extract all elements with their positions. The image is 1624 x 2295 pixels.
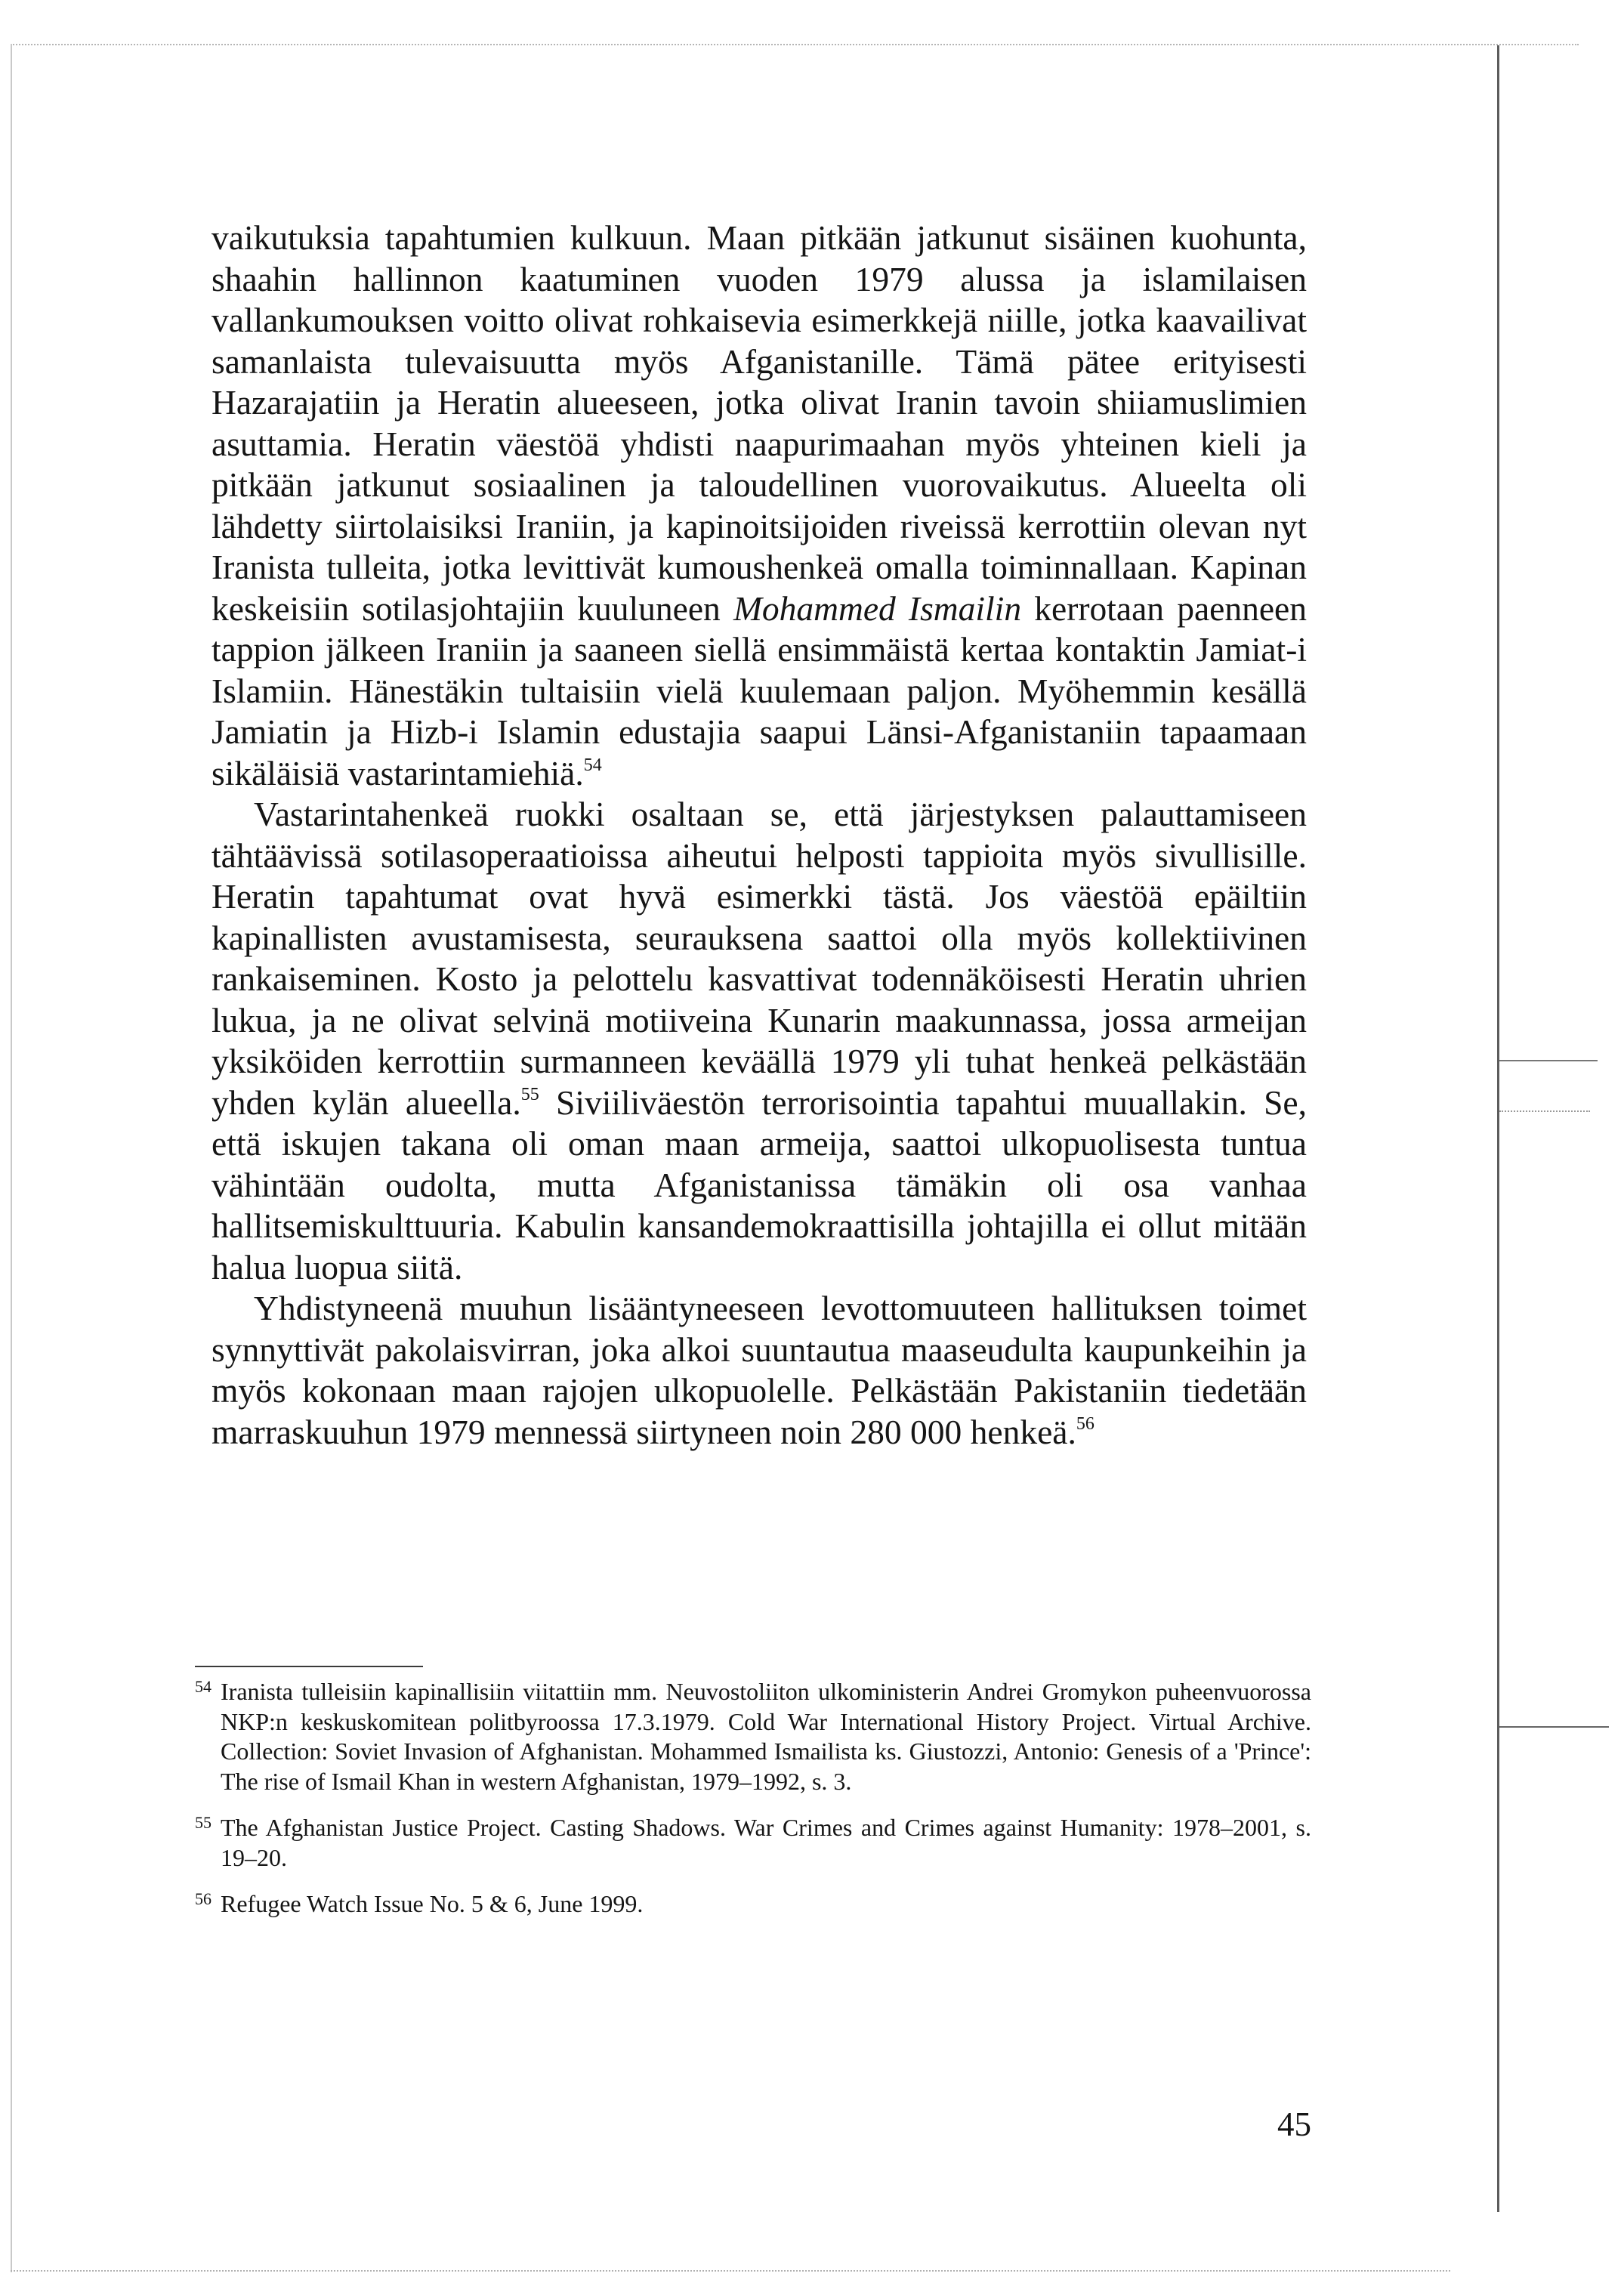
- footnote-reference-55[interactable]: 55: [520, 1084, 539, 1104]
- scan-edge-bottom: [11, 2270, 1450, 2272]
- paragraph-text: kerrotaan paenneen tappion jälkeen Iraniin ja saaneen siellä ensimmäistä kertaa kontaktin Jamiat-i Islamiin. Hänestäkin tultaisiin vielä kuulemaan paljon. Myöhemmin kesällä Jamiatin ja Hizb-i Islamin edustajia saapui Länsi-Afganistaniin tapaamaan sikäläisiä vastarintamiehiä.: [211, 588, 1307, 792]
- footnote-separator: [195, 1666, 423, 1667]
- scan-margin-mark: [1499, 1110, 1590, 1112]
- footnote-reference-56[interactable]: 56: [1076, 1413, 1095, 1434]
- paragraph-text: Vastarintahenkeä ruokki osaltaan se, että järjestyksen palauttamiseen tähtäävissä sotilasoperaatioissa aiheutui helposti tappioita myös sivullisille. Heratin tapahtumat ovat hyvä esimerkki tästä. Jos väestöä epäiltiin kapinallisten avustamisesta, seurauksena saattoi olla myös kollektiivinen rankaiseminen. Kosto ja pelottelu kasvattivat todennäköisesti Heratin uhrien lukua, ja ne olivat selvinä motiiveina Kunarin maakunnassa, jossa armeijan yksiköiden kerrottiin surmanneen keväällä 1979 yli tuhat henkeä pelkästään yhden kylän alueella.: [211, 795, 1307, 1122]
- paragraph-text: vaikutuksia tapahtumien kulkuun. Maan pitkään jatkunut sisäinen kuohunta, shaahin hallinnon kaatuminen vuoden 1979 alussa ja islamilaisen vallankumouksen voitto olivat rohkaisevia esimerkkejä niille, jotka kaavailivat samanlaista tulevaisuutta myös Afganistanille. Tämä pätee erityisesti Hazarajatiin ja Heratin alueeseen, jotka olivat Iranin tavoin shiiamuslimien asuttamia. Heratin väestöä yhdisti naapurimaahan myös yhteinen kieli ja pitkään jatkunut sosiaalinen ja taloudellinen vuorovaikutus. Alueelta oli lähdetty siirtolaisiksi Iraniin, ja kapinoitsijoiden riveissä kerrottiin olevan nyt Iranista tulleita, jotka levittivät kumoushenkeä omalla toiminnallaan. Kapinan keskeisiin sotilasjohtajiin kuuluneen: [211, 218, 1307, 628]
- paragraph-1: [211, 218, 1307, 794]
- paragraph-text: Siviiliväestön terrorisointia tapahtui muuallakin. Se, että iskujen takana oli oman maan armeija, saattoi ulkopuolisesta tuntua vähintään oudolta, mutta Afganistanissa tämäkin oli osa vanhaa hallitsemiskulttuuria. Kabulin kansandemokraattisilla johtajilla ei ollut mitään halua luopua siitä.: [211, 1083, 1307, 1286]
- footnote-mark: 54: [195, 1677, 211, 1696]
- footnote-reference-54[interactable]: 54: [583, 755, 602, 775]
- scan-margin-mark: [1499, 1060, 1598, 1061]
- scan-edge-top: [11, 44, 1579, 45]
- footnote-text: The Afghanistan Justice Project. Casting Shadows. War Crimes and Crimes against Humanity: 1978–2001, s. 19–20.: [221, 1814, 1311, 1871]
- scan-margin-mark: [1499, 1726, 1609, 1728]
- paragraph-2: [211, 794, 1307, 1288]
- footnote-text: Refugee Watch Issue No. 5 & 6, June 1999.: [221, 1890, 644, 1917]
- page-number: 45: [1277, 2105, 1311, 2143]
- footnote-mark: 55: [195, 1813, 211, 1832]
- footnote-55: [195, 1813, 1311, 1873]
- paragraph-3: [211, 1288, 1307, 1453]
- footnote-54: [195, 1677, 1311, 1796]
- person-name: Mohammed Ismailin: [733, 588, 1022, 628]
- footnote-56: [195, 1889, 1311, 1920]
- footnote-mark: 56: [195, 1889, 211, 1908]
- footnotes: [195, 1677, 1311, 1936]
- footnote-text: Iranista tulleisiin kapinallisiin viitattiin mm. Neuvostoliiton ulkoministerin Andrei Gromykon puheenvuorossa NKP:n keskuskomitean politbyroossa 17.3.1979. Cold War International History Project. Virtual Archive. Collection: Soviet Invasion of Afghanistan. Mohammed Ismailista ks. Giustozzi, Antonio: Genesis of a 'Prince': The rise of Ismail Khan in western Afghanistan, 1979–1992, s. 3.: [221, 1678, 1311, 1795]
- scan-edge-left: [11, 44, 12, 2272]
- paragraph-text: Yhdistyneenä muuhun lisääntyneeseen levottomuuteen hallituksen toimet synnyttivät pakolaisvirran, joka alkoi suuntautua maaseudulta kaupunkeihin ja myös kokonaan maan rajojen ulkopuolelle. Pelkästään Pakistaniin tiedetään marraskuuhun 1979 mennessä siirtyneen noin 280 000 henkeä.: [211, 1289, 1307, 1451]
- scan-edge-right: [1497, 45, 1499, 2212]
- body-text: [211, 218, 1307, 1453]
